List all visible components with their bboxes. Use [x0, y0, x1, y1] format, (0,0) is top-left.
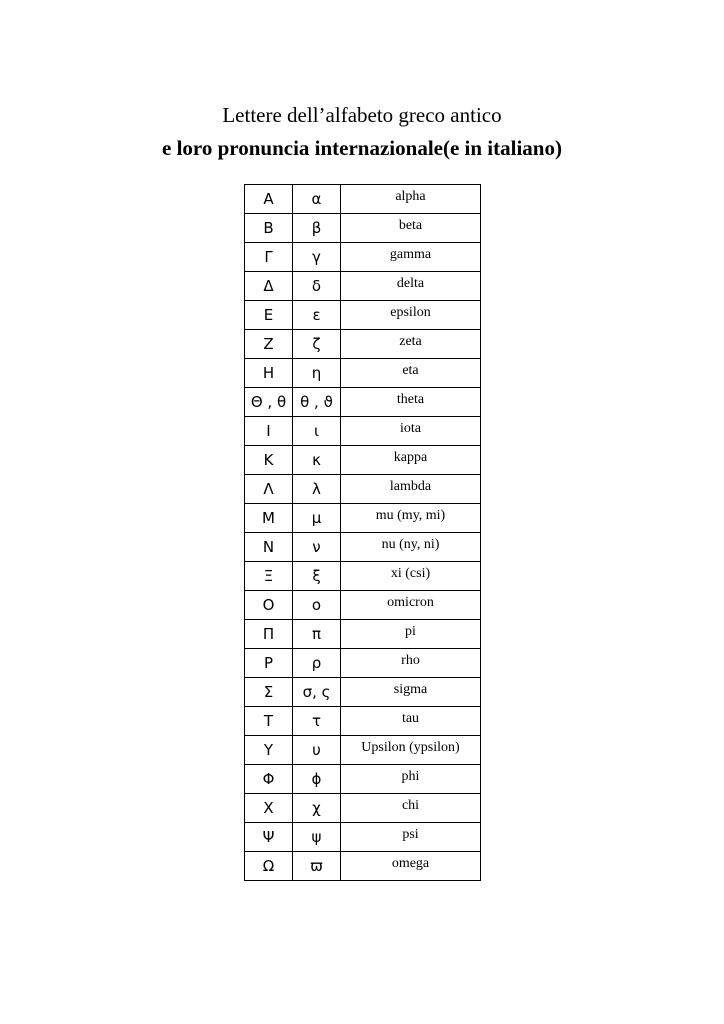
- table-row: [245, 823, 481, 852]
- greek-alphabet-table: [244, 184, 481, 881]
- lowercase-letter-cell: ρ: [293, 649, 341, 678]
- lowercase-letter-cell: υ: [293, 736, 341, 765]
- letter-name-cell: rho: [341, 649, 481, 678]
- table-row: [245, 301, 481, 330]
- table-row: [245, 272, 481, 301]
- uppercase-letter-cell: Ι: [245, 417, 293, 446]
- lowercase-letter-cell: τ: [293, 707, 341, 736]
- table-row: [245, 765, 481, 794]
- lowercase-letter-cell: δ: [293, 272, 341, 301]
- uppercase-letter-cell: Ζ: [245, 330, 293, 359]
- table-row: [245, 794, 481, 823]
- table-row: [245, 736, 481, 765]
- document-subtitle: e loro pronuncia internazionale(e in italiano): [162, 136, 562, 160]
- table-row: [245, 620, 481, 649]
- uppercase-letter-cell: Ρ: [245, 649, 293, 678]
- table-row: [245, 533, 481, 562]
- document-title: Lettere dell’alfabeto greco antico: [222, 103, 502, 127]
- lowercase-letter-cell: ξ: [293, 562, 341, 591]
- table-row: [245, 243, 481, 272]
- lowercase-letter-cell: λ: [293, 475, 341, 504]
- table-row: [245, 591, 481, 620]
- letter-name-cell: gamma: [341, 243, 481, 272]
- uppercase-letter-cell: Σ: [245, 678, 293, 707]
- letter-name-cell: omega: [341, 852, 481, 881]
- letter-name-cell: chi: [341, 794, 481, 823]
- table-row: [245, 388, 481, 417]
- uppercase-letter-cell: Θ , θ: [245, 388, 293, 417]
- lowercase-letter-cell: ε: [293, 301, 341, 330]
- lowercase-letter-cell: ο: [293, 591, 341, 620]
- letter-name-cell: kappa: [341, 446, 481, 475]
- letter-name-cell: iota: [341, 417, 481, 446]
- lowercase-letter-cell: ϖ: [293, 852, 341, 881]
- lowercase-letter-cell: μ: [293, 504, 341, 533]
- table-row: [245, 678, 481, 707]
- letter-name-cell: delta: [341, 272, 481, 301]
- table-row: [245, 185, 481, 214]
- table-row: [245, 649, 481, 678]
- table-row: [245, 475, 481, 504]
- letter-name-cell: omicron: [341, 591, 481, 620]
- uppercase-letter-cell: Υ: [245, 736, 293, 765]
- table-row: [245, 359, 481, 388]
- lowercase-letter-cell: θ , ϑ: [293, 388, 341, 417]
- table-row: [245, 417, 481, 446]
- lowercase-letter-cell: σ, ς: [293, 678, 341, 707]
- table-row: [245, 214, 481, 243]
- lowercase-letter-cell: χ: [293, 794, 341, 823]
- lowercase-letter-cell: γ: [293, 243, 341, 272]
- letter-name-cell: theta: [341, 388, 481, 417]
- uppercase-letter-cell: Ω: [245, 852, 293, 881]
- lowercase-letter-cell: α: [293, 185, 341, 214]
- uppercase-letter-cell: Ν: [245, 533, 293, 562]
- letter-name-cell: phi: [341, 765, 481, 794]
- uppercase-letter-cell: Ο: [245, 591, 293, 620]
- letter-name-cell: Upsilon (ypsilon): [341, 736, 481, 765]
- letter-name-cell: alpha: [341, 185, 481, 214]
- lowercase-letter-cell: ϕ: [293, 765, 341, 794]
- letter-name-cell: xi (csi): [341, 562, 481, 591]
- lowercase-letter-cell: ν: [293, 533, 341, 562]
- uppercase-letter-cell: Λ: [245, 475, 293, 504]
- letter-name-cell: pi: [341, 620, 481, 649]
- letter-name-cell: psi: [341, 823, 481, 852]
- uppercase-letter-cell: Φ: [245, 765, 293, 794]
- uppercase-letter-cell: Β: [245, 214, 293, 243]
- lowercase-letter-cell: η: [293, 359, 341, 388]
- lowercase-letter-cell: κ: [293, 446, 341, 475]
- letter-name-cell: eta: [341, 359, 481, 388]
- table-row: [245, 446, 481, 475]
- uppercase-letter-cell: Δ: [245, 272, 293, 301]
- uppercase-letter-cell: Κ: [245, 446, 293, 475]
- lowercase-letter-cell: ψ: [293, 823, 341, 852]
- lowercase-letter-cell: π: [293, 620, 341, 649]
- table-row: [245, 562, 481, 591]
- uppercase-letter-cell: Χ: [245, 794, 293, 823]
- letter-name-cell: zeta: [341, 330, 481, 359]
- lowercase-letter-cell: ι: [293, 417, 341, 446]
- lowercase-letter-cell: β: [293, 214, 341, 243]
- uppercase-letter-cell: Ψ: [245, 823, 293, 852]
- letter-name-cell: tau: [341, 707, 481, 736]
- uppercase-letter-cell: Α: [245, 185, 293, 214]
- greek-alphabet-table-body: [245, 185, 481, 881]
- letter-name-cell: epsilon: [341, 301, 481, 330]
- table-row: [245, 330, 481, 359]
- letter-name-cell: lambda: [341, 475, 481, 504]
- letter-name-cell: nu (ny, ni): [341, 533, 481, 562]
- uppercase-letter-cell: Η: [245, 359, 293, 388]
- uppercase-letter-cell: Μ: [245, 504, 293, 533]
- table-row: [245, 707, 481, 736]
- uppercase-letter-cell: Γ: [245, 243, 293, 272]
- table-row: [245, 504, 481, 533]
- uppercase-letter-cell: Ξ: [245, 562, 293, 591]
- uppercase-letter-cell: Τ: [245, 707, 293, 736]
- uppercase-letter-cell: Ε: [245, 301, 293, 330]
- uppercase-letter-cell: Π: [245, 620, 293, 649]
- lowercase-letter-cell: ζ: [293, 330, 341, 359]
- letter-name-cell: sigma: [341, 678, 481, 707]
- table-row: [245, 852, 481, 881]
- letter-name-cell: mu (my, mi): [341, 504, 481, 533]
- letter-name-cell: beta: [341, 214, 481, 243]
